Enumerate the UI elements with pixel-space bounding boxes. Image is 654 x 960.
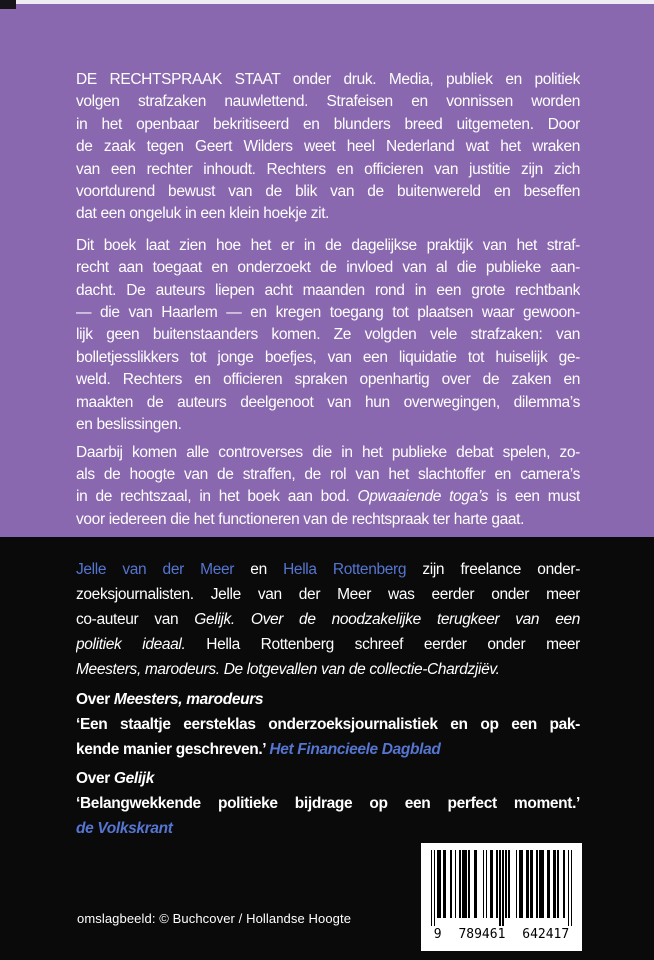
scan-edge-artifact (0, 0, 654, 4)
review-quote: ‘Belangwekkende politieke bijdrage op een perfect moment.’ de Volkskrant (76, 795, 580, 837)
synopsis-paragraph-2: Dit boek laat zien hoe het er in de dagelijkse praktijk van het straf- recht aan toegaat en onderzoekt de invloed van al die publieke aan- dacht. De auteurs liepen acht maanden rond in een grote rechtbank — die van Haarlem — en kregen toegang tot plaatsen waar gewoon- lijk geen buitenstaanders komen. Ze volgden vele strafzaken: van bolletjesslikkers tot jonge boefjes, van een liquidatie tot huiselijk ge- weld. Rechters en officieren spraken openhartig over de zaken en maakten de auteurs deelgenoot van hun overwegingen, dilemma’s en beslissingen. (76, 236, 580, 434)
review-heading: Over Meesters, marodeurs (76, 691, 264, 708)
review-meesters-marodeurs (76, 687, 580, 762)
barcode-number: 9 789461 642417 (433, 927, 570, 942)
review-quote: ‘Een staaltje eersteklas onderzoeksjournalistiek en op een pak- kende manier geschreven.’ Het Financieele Dagblad (76, 716, 580, 758)
scan-corner-artifact (0, 0, 16, 9)
review-gelijk (76, 766, 580, 841)
synopsis-paragraph-1: DE RECHTSPRAAK STAAT onder druk. Media, publiek en politiek volgen strafzaken nauwlettend. Strafeisen en vonnissen worden in het openbaar bekritiseerd en blunders breed uitgemeten. Door de zaak tegen Geert Wilders weet heel Nederland wat het wraken van een rechter inhoudt. Rechters en officieren van justitie zijn zich voortdurend bewust van de blik van de buitenwereld en beseffen dat een ongeluk in een klein hoekje zit. (76, 71, 580, 223)
authors-bio: Jelle van der Meer en Hella Rottenberg zijn freelance onder- zoeksjournalisten. Jelle van der Meer was eerder onder meer co-auteur van Gelijk. Over de noodzakelijke terugkeer van een politiek ideaal. Hella Rottenberg schreef eerder onder meer Meesters, marodeurs. De lotgevallen van de collectie-Chardzjiëv. (76, 561, 580, 678)
barcode-bars (431, 850, 572, 926)
cover-image-credit: omslagbeeld: © Buchcover / Hollandse Hoogte (77, 911, 352, 926)
synopsis-paragraph-3: Daarbij komen alle controverses die in het publieke debat spelen, zo- als de hoogte van de straffen, de rol van het slachtoffer en camera’s in de rechtszaal, in het boek aan bod. Opwaaiende toga’s is een must voor iedereen die het functioneren van de rechtspraak ter harte gaat. (76, 443, 580, 528)
review-heading: Over Gelijk (76, 770, 155, 787)
barcode (421, 843, 582, 951)
